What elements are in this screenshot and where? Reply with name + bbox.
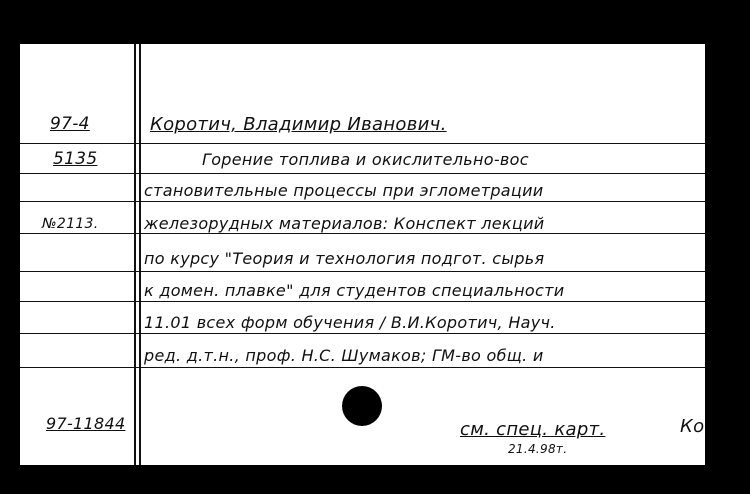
accession-mark: №2113. [42, 216, 99, 232]
footer-date: 21.4.98т. [508, 442, 568, 456]
text-line-3: железорудных материалов: Конспект лекций [144, 214, 545, 233]
edge-mark: Ко [680, 416, 705, 437]
text-line-4: по курсу "Теория и технология подгот. сырья [144, 249, 545, 268]
catalog-card [20, 44, 705, 465]
call-number: 97-4 [50, 114, 90, 134]
text-line-7: ред. д.т.н., проф. Н.С. Шумаков; ГМ-во общ. и [144, 346, 544, 365]
text-line-5: к домен. плавке" для студентов специальности [144, 281, 565, 300]
author-number: 5135 [53, 149, 98, 169]
punch-hole [342, 386, 382, 426]
see-special-card: см. спец. карт. [460, 419, 606, 440]
author-heading: Коротич, Владимир Иванович. [150, 114, 447, 135]
text-line-6: 11.01 всех форм обучения / В.И.Коротич, Науч. [144, 313, 556, 332]
inventory-number: 97-11844 [46, 414, 126, 433]
text-line-1: Горение топлива и окислительно-вос [202, 150, 529, 169]
text-line-2: становительные процессы при эглометрации [144, 181, 544, 200]
